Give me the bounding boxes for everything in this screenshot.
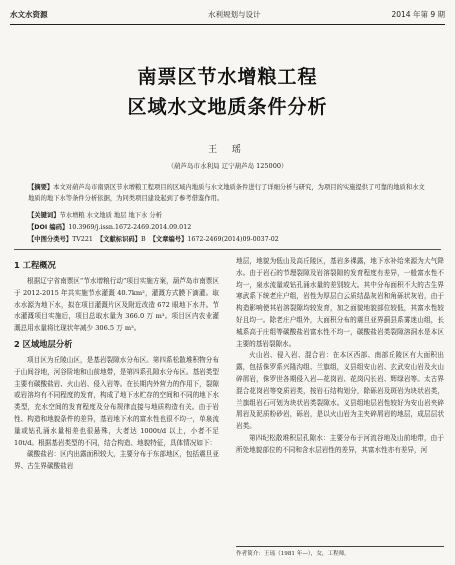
article-no-text: 1672-2469(2014)09-0037-02 [187,236,279,243]
section-1-paragraph: 根据辽宁省南票区“节水增粮行动”项目实施方案，葫芦岛市南票区于 2012-2015 年共实施节水灌溉 40.7km²，灌溉方式膜下滴灌。取水水源为地下水，拟在项目灌溉片区及附近改造 672 眼地下水井。节水灌溉项目实施后，项目总取水量为 366.0 万 m³。项目区内农业灌溉总用水量将比现状年减少 306.5 万 m³。 [14,277,219,333]
doi-label: 【DOI 编码】 [28,224,69,231]
section-2-heading: 2 区域地层分析 [14,338,73,349]
right-column [236,256,444,457]
section-1-heading: 1 工程概况 [14,260,56,270]
section-2-paragraph-1: 项目区为丘陵山区，是基岩裂隙水分布区。第四系松散堆积物分布于山间谷地，河谷阶地和山前地带，是第四系孔隙水分布区。基岩类型主要有碳酸盐岩、火山岩、侵入岩等。在长期内外营力的作用下，裂隙或岩溶均有不同程度的发育，构成了地下水贮存的空间和不同的地下水类型，充水空间的发育程度及分布规律直接与地质构造有关。由于岩性、构造和地貌条件的差异，基岩地下水的富水性也很不均一，单泉流量或钻孔涌水量相差也很悬殊，大者达 1000t/d 以上，小者不足 10t/d。根据基岩类型的不同，结合构造、地貌特征，具体情况如下： [14,355,219,447]
section-2-paragraph-2: 碳酸盐岩：区内出露面积较大，主要分布于东部地区，包括震旦亚界、古生界碳酸盐岩 [14,450,219,471]
issue-number: 2014 年第 9 期 [391,10,445,19]
keywords-label: 【关键词】 [28,212,60,219]
author-name: 王 瑶 [208,145,247,155]
abstract-rule [14,249,441,250]
abstract-label: 【摘要】 [28,184,54,191]
doi-text: 10.3969/j.issn.1672-2469.2014.09.012 [68,224,192,231]
journal-section: 水文水资源 [10,10,48,19]
header-rule [10,24,445,25]
keywords [28,210,428,221]
doc-code-label: 【文献标识码】 [96,236,141,243]
doi [28,222,428,233]
doc-code-text: B [140,236,146,243]
footnote-rule [236,546,444,547]
running-header [10,8,445,22]
left-column [14,256,219,473]
author-footnote: 作者简介：王瑶（1981 年—），女，工程师。 [236,551,350,557]
right-paragraph-2: 火山岩、侵入岩、混合岩：在本区西部、南部丘陵区有大面积出露，包括侏罗系兴隆沟组、兰旗组，义县组安山岩、玄武安山岩及火山碎屑岩，侏罗世各期侵入岩—花岗岩、花岗闪长岩、辉绿岩等。太古界混合花岗岩等变质岩类，按岩石结构划分，除砾岩及斑岩为块状岩类，兰旗组岩石可划为块状岩类裂隙水。义县组地层岩性较好为安山岩夹碎屑岩及泥质粉砂岩，砾岩，是以火山岩为主夹碎屑岩的地层，成层层状岩类。 [236,351,444,431]
author-affiliation: （葫芦岛市水利局 辽宁葫芦岛 125000） [167,162,288,170]
journal-name: 水利规划与设计 [208,10,261,19]
abstract [28,182,428,204]
cls-label: 【中图分类号】 [28,236,73,243]
cls-text: TV221 [72,236,93,243]
abstract-text: 本文对葫芦岛市南票区节水增粮工程项目的区域内地质与水文地质条件进行了详细分析与研究，为项目的实施提供了可靠的地质和水文地质的地下水等条件分析依据，为同类项目建设起到了参考借鉴作用。 [28,184,425,202]
article-title-line1: 南票区节水增粮工程 [137,66,318,88]
article-no-label: 【文章编号】 [149,236,188,243]
right-paragraph-1: 地层，地貌为低山及高丘陵区，基岩多裸露，地下水补给来源为大气降水。由于岩石的节理裂隙及岩溶裂隙的发育程度有差异，一般富水性不均一，泉水流量或钻孔涌水量的差别较大。其中分布面积不大的古生界寒武系下统老庄户组，岩性为厚层白云质结晶灰岩和角砾状灰岩，由于构造影响使其岩溶裂隙均较发育，加之面貌地貌部位较低，其富水性较好且均一。除老庄户组外，大面积分布的震旦亚界蓟县系雾迷山组，长城系高于庄组等碳酸盐岩富水性不均一，碳酸盐岩类裂隙溶洞水是本区主要的基岩裂隙水。 [236,257,444,348]
right-paragraph-3: 第四纪松散堆积层孔隙水：主要分布于河流谷地及山前地带，由于所处地貌部位的不同和含水层岩性的差异，其富水性亦有差异，河 [236,433,444,454]
keywords-text: 节水增粮 水文地质 地层 地下水 分析 [59,212,162,219]
article-title-line2: 区域水文地质条件分析 [127,96,328,118]
classification-line [28,234,428,245]
